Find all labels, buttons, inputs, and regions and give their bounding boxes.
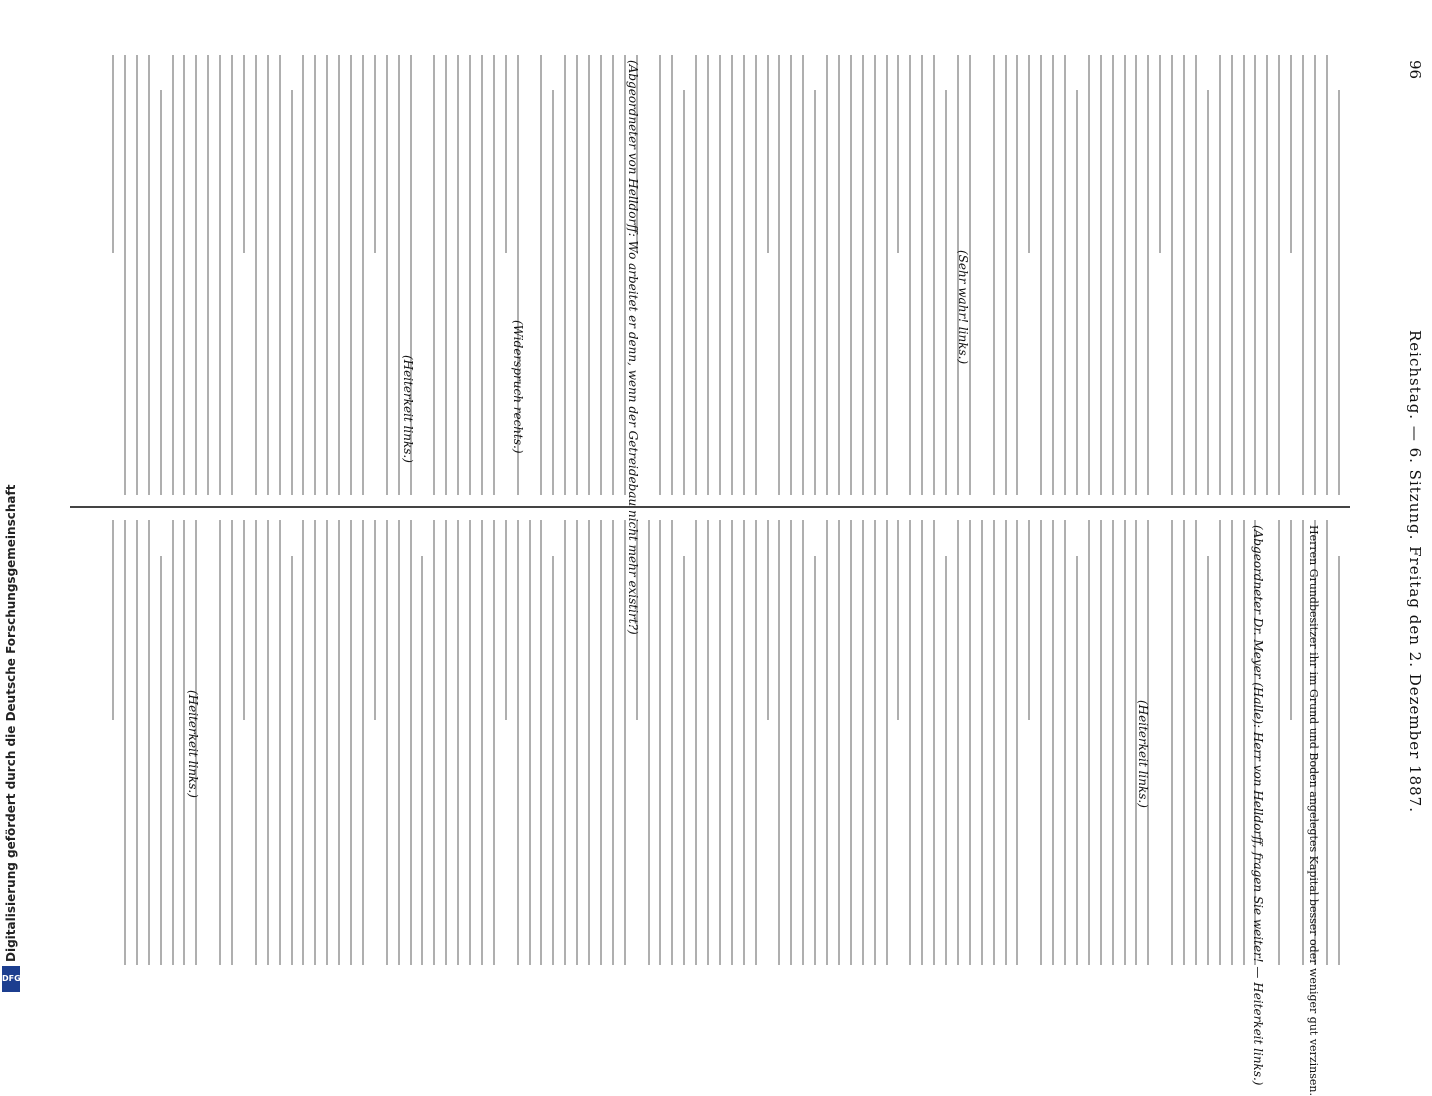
text-line	[457, 55, 459, 495]
interjection: (Heiterkeit links.)	[401, 355, 415, 463]
text-line	[1052, 55, 1054, 495]
text-line	[1028, 55, 1030, 253]
text-line	[838, 520, 840, 965]
text-line	[1290, 55, 1292, 253]
text-line	[481, 55, 483, 495]
text-line	[314, 55, 316, 495]
text-line	[1005, 520, 1007, 965]
text-line	[469, 520, 471, 965]
text-line	[1254, 55, 1256, 495]
text-line	[279, 520, 281, 965]
text-line	[314, 520, 316, 965]
text-line	[802, 55, 804, 495]
text-line	[909, 55, 911, 495]
text-line	[326, 520, 328, 965]
text-line	[886, 55, 888, 495]
text-line	[1243, 520, 1245, 965]
text-line	[386, 55, 388, 495]
text-line	[1171, 520, 1173, 965]
interjection: (Widerspruch rechts.)	[511, 320, 525, 454]
text-line	[1112, 520, 1114, 965]
text-line	[814, 90, 816, 495]
text-line	[1231, 520, 1233, 965]
text-line	[362, 520, 364, 965]
text-line	[1338, 90, 1340, 495]
text-line	[267, 520, 269, 965]
text-line	[600, 520, 602, 965]
text-line	[1124, 520, 1126, 965]
running-header: Reichstag. — 6. Sitzung. Freitag den 2. Dezember 1887.	[1406, 330, 1424, 813]
text-line	[897, 55, 899, 253]
text-line	[338, 520, 340, 965]
text-line	[564, 55, 566, 495]
text-line	[659, 55, 661, 495]
text-line	[552, 90, 554, 495]
text-line	[207, 55, 209, 495]
text-line	[112, 55, 114, 253]
text-line	[933, 520, 935, 965]
text-line	[1064, 520, 1066, 965]
text-line	[897, 520, 899, 720]
text-line	[826, 55, 828, 495]
text-line	[683, 90, 685, 495]
text-line	[469, 55, 471, 495]
dfg-logo-text: DFG	[2, 974, 21, 983]
text-line	[219, 520, 221, 965]
text-line	[517, 520, 519, 965]
text-line	[1016, 520, 1018, 965]
text-line	[302, 520, 304, 965]
text-line	[874, 520, 876, 965]
text-line	[433, 520, 435, 965]
text-line	[1302, 55, 1304, 495]
text-line	[148, 520, 150, 965]
text-line	[576, 55, 578, 495]
text-line	[790, 55, 792, 495]
text-line	[695, 55, 697, 495]
text-line	[445, 55, 447, 495]
text-line	[1231, 55, 1233, 495]
text-line	[1100, 520, 1102, 965]
left-column-text	[112, 55, 1352, 495]
text-line	[1028, 520, 1030, 720]
text-line	[1195, 55, 1197, 495]
text-line	[1016, 55, 1018, 495]
text-line	[1207, 556, 1209, 965]
text-line	[767, 520, 769, 720]
text-line	[374, 520, 376, 720]
text-line	[386, 520, 388, 965]
dfg-logo	[2, 966, 20, 992]
text-line	[362, 55, 364, 495]
text-line	[160, 556, 162, 965]
text-line	[350, 55, 352, 495]
text-line	[612, 520, 614, 965]
text-line	[493, 520, 495, 965]
text-line	[755, 55, 757, 495]
text-line	[850, 520, 852, 965]
text-line	[564, 520, 566, 965]
text-line	[993, 520, 995, 965]
text-line	[302, 55, 304, 495]
text-line	[1040, 55, 1042, 495]
text-line	[1183, 520, 1185, 965]
text-line	[1183, 55, 1185, 495]
text-line	[1040, 520, 1042, 965]
text-line	[195, 55, 197, 495]
text-line	[1112, 55, 1114, 495]
text-line	[1195, 520, 1197, 965]
text-line	[231, 520, 233, 965]
text-line	[1135, 55, 1137, 495]
text-line	[529, 520, 531, 965]
right-column-text	[112, 520, 1352, 965]
text-line	[945, 90, 947, 495]
text-line	[671, 520, 673, 965]
text-line	[231, 55, 233, 495]
interjection: (Sehr wahr! links.)	[956, 250, 970, 365]
text-line	[255, 55, 257, 495]
text-line	[421, 556, 423, 965]
interjection: (Heiterkeit links.)	[186, 690, 200, 798]
text-line	[481, 520, 483, 965]
text-line	[124, 520, 126, 965]
text-line	[291, 90, 293, 495]
text-line	[671, 55, 673, 495]
text-line	[326, 55, 328, 495]
text-line	[255, 520, 257, 965]
text-line	[743, 55, 745, 495]
text-line	[112, 520, 114, 720]
text-line	[1064, 55, 1066, 495]
text-line	[874, 55, 876, 495]
text-line	[1088, 520, 1090, 965]
text-line	[540, 520, 542, 965]
text-line	[1314, 55, 1316, 495]
text-line	[291, 556, 293, 965]
text-line	[243, 55, 245, 253]
text-line	[683, 556, 685, 965]
text-line	[862, 55, 864, 495]
text-line	[1124, 55, 1126, 495]
text-line	[398, 55, 400, 495]
text-line	[909, 520, 911, 965]
text-line	[993, 55, 995, 495]
text-line	[755, 520, 757, 965]
text-line	[1088, 55, 1090, 495]
text-line	[1243, 55, 1245, 495]
text-line	[445, 520, 447, 965]
text-line	[338, 55, 340, 495]
text-line	[731, 55, 733, 495]
text-line	[588, 55, 590, 495]
text-line	[505, 520, 507, 720]
text-line	[707, 55, 709, 495]
text-line	[957, 520, 959, 965]
text-line	[1219, 55, 1221, 495]
text-line	[219, 55, 221, 495]
text-line	[695, 520, 697, 965]
text-line	[814, 556, 816, 965]
text-line	[588, 520, 590, 965]
text-line	[1278, 520, 1280, 965]
text-line	[850, 55, 852, 495]
text-line	[1147, 55, 1149, 495]
text-line	[1207, 90, 1209, 495]
text-line	[862, 520, 864, 965]
text-line	[981, 520, 983, 965]
text-line	[457, 520, 459, 965]
text-line	[731, 520, 733, 965]
text-line	[505, 55, 507, 253]
text-line	[1076, 90, 1078, 495]
text-line	[398, 520, 400, 965]
text-line	[1326, 520, 1328, 965]
text-line	[790, 520, 792, 965]
text-line	[969, 520, 971, 965]
interjection: (Abgeordneter von Helldorff: Wo arbeitet er denn, wenn der Getreidebau nicht mehr existirt?)	[626, 60, 640, 635]
column-opening-text: Herren Grundbesitzer ihr im Grund und Boden angelegtes Kapital besser oder weniger gut verzinsen.	[1307, 525, 1320, 1096]
text-line	[136, 520, 138, 965]
text-line	[136, 55, 138, 495]
text-line	[172, 55, 174, 495]
text-line	[1052, 520, 1054, 965]
text-line	[1302, 520, 1304, 965]
text-line	[921, 55, 923, 495]
text-line	[148, 55, 150, 495]
text-line	[552, 556, 554, 965]
text-line	[778, 520, 780, 965]
text-line	[433, 55, 435, 495]
text-line	[160, 90, 162, 495]
text-line	[1290, 520, 1292, 720]
text-line	[124, 55, 126, 495]
text-line	[719, 55, 721, 495]
text-line	[1076, 556, 1078, 965]
text-line	[886, 520, 888, 965]
text-line	[838, 55, 840, 495]
text-line	[1171, 55, 1173, 495]
text-line	[648, 520, 650, 965]
text-line	[1278, 55, 1280, 495]
text-line	[1219, 520, 1221, 965]
text-line	[267, 55, 269, 495]
text-line	[778, 55, 780, 495]
text-line	[493, 55, 495, 495]
text-line	[719, 520, 721, 965]
text-line	[1266, 55, 1268, 495]
text-line	[826, 520, 828, 965]
text-line	[921, 520, 923, 965]
text-line	[172, 520, 174, 965]
text-line	[1005, 55, 1007, 495]
text-line	[767, 55, 769, 253]
text-line	[933, 55, 935, 495]
text-line	[659, 520, 661, 965]
column-divider	[70, 506, 1350, 508]
text-line	[183, 55, 185, 495]
text-line	[945, 556, 947, 965]
page-number: 96	[1406, 60, 1424, 80]
text-line	[802, 520, 804, 965]
text-line	[707, 520, 709, 965]
text-line	[1100, 55, 1102, 495]
text-line	[743, 520, 745, 965]
text-line	[612, 55, 614, 495]
digitization-credit: Digitalisierung gefördert durch die Deutsche Forschungsgemeinschaft	[4, 484, 18, 962]
text-line	[1326, 55, 1328, 495]
interjection: (Abgeordneter Dr. Meyer (Halle): Herr von Helldorff, fragen Sie weiter! — Heiterkeit links.)	[1251, 525, 1265, 1086]
text-line	[540, 55, 542, 495]
text-line	[576, 520, 578, 965]
text-line	[1159, 55, 1161, 253]
text-line	[1338, 556, 1340, 965]
text-line	[243, 520, 245, 720]
text-line	[600, 55, 602, 495]
text-line	[350, 520, 352, 965]
text-line	[279, 55, 281, 495]
interjection: (Heiterkeit links.)	[1136, 700, 1150, 808]
text-line	[410, 520, 412, 965]
text-line	[374, 55, 376, 253]
